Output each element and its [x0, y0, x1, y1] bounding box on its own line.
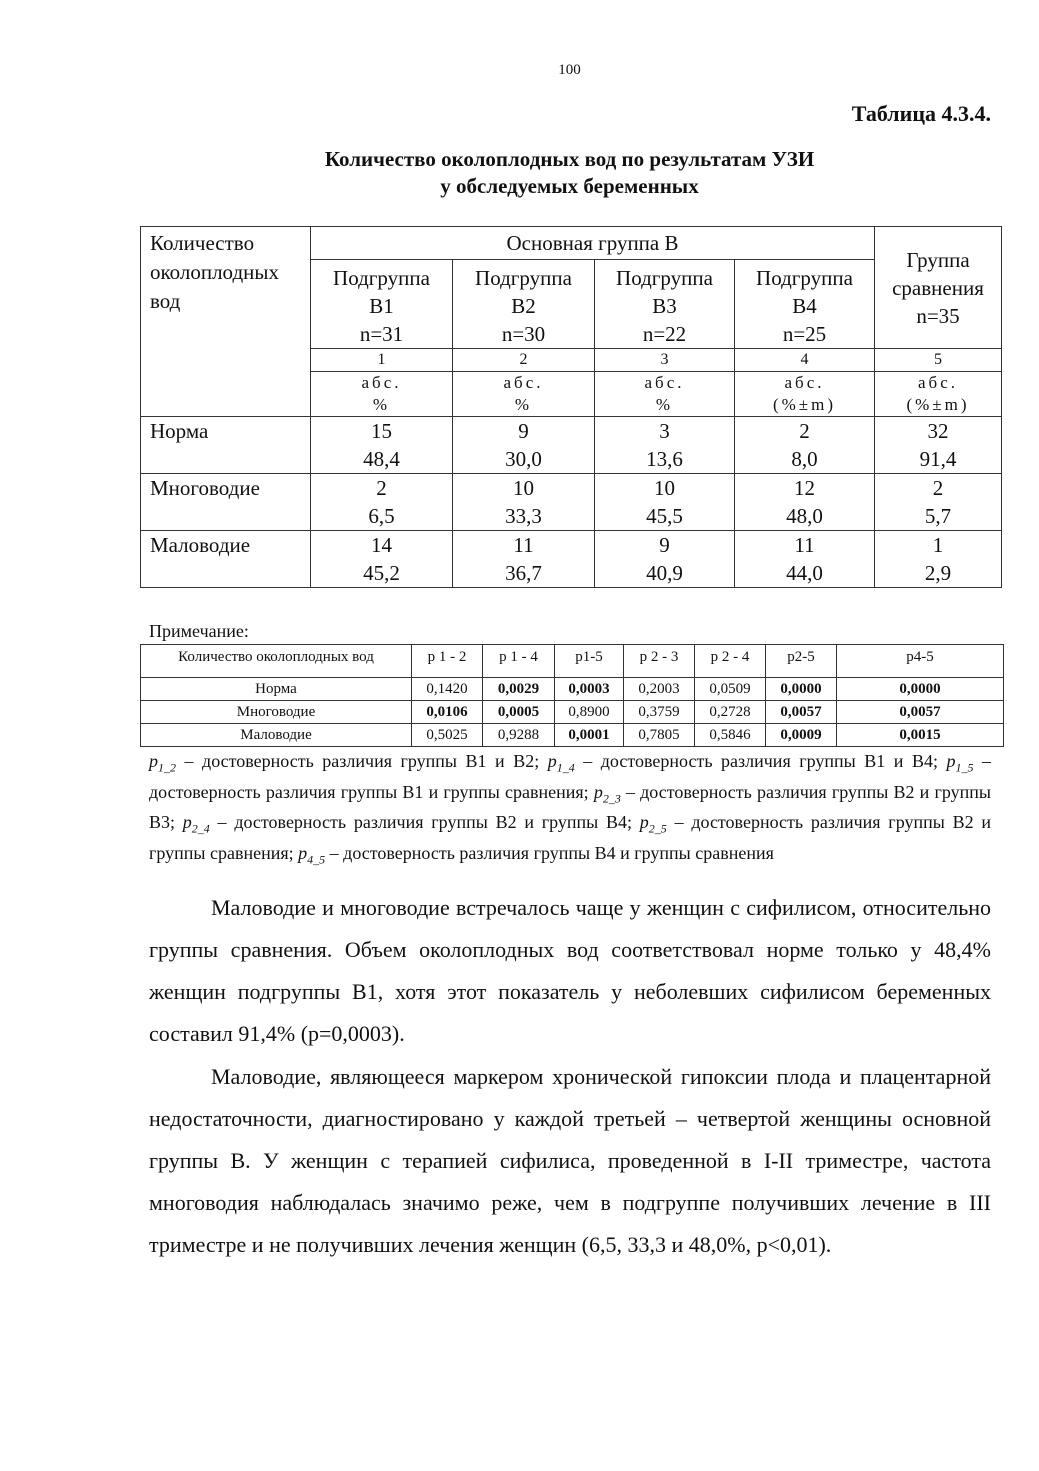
p-value: 0,0009: [766, 724, 837, 747]
p-symbol: $p_{2\_4}$: [182, 812, 210, 836]
percent-value: 33,3: [505, 504, 542, 528]
p-symbol: $p_{1\_4}$: [547, 751, 575, 775]
p-value: 0,2003: [624, 678, 695, 701]
unit-percent: (%±m): [906, 395, 970, 414]
p-value: 0,7805: [624, 724, 695, 747]
p-header: р 1 - 4: [483, 645, 555, 678]
column-index: 5: [875, 349, 1002, 372]
p-value: 0,1420: [412, 678, 483, 701]
unit-percent: (%±m): [772, 395, 837, 414]
unit-percent: %: [514, 395, 533, 414]
p-value: 0,5846: [695, 724, 766, 747]
abs-value: 2: [932, 476, 944, 500]
p-value: 0,0001: [555, 724, 624, 747]
data-cell: [735, 474, 875, 531]
p-symbol: $p_{4\_5}$: [298, 842, 326, 867]
abs-value: 2: [799, 419, 810, 443]
p-row-label: Маловодие: [141, 724, 412, 747]
row-label: Маловодие: [141, 531, 311, 588]
abs-value: 9: [659, 533, 670, 557]
percent-value: 6,5: [368, 504, 395, 528]
data-cell: [453, 474, 595, 531]
percent-value: 45,5: [646, 504, 683, 528]
row-label: Многоводие: [141, 474, 311, 531]
abs-value: 10: [513, 476, 534, 500]
data-cell: [453, 417, 595, 474]
p-value: 0,0029: [483, 678, 555, 701]
percent-value: 36,7: [505, 561, 542, 585]
p-value: 0,0000: [837, 678, 1004, 701]
p-row: [141, 678, 1004, 701]
abs-value: 2: [376, 476, 387, 500]
subgroup-header: [595, 260, 735, 349]
percent-value: 13,6: [646, 447, 683, 471]
data-cell: [735, 417, 875, 474]
unit-cell: [311, 372, 453, 417]
paragraph-1: Маловодие и многоводие встречалось чаще у женщин с сифилисом, относительно группы сравнения. Объем околоплодных вод соответствовал норме только у 48,4% женщин подгруппы В1, хотя этот показатель у неболевших сифилисом беременных составил 91,4% (р=0,0003).: [149, 895, 991, 1046]
legend-text: – достоверность различия группы В2 и группы В4;: [209, 812, 640, 833]
data-cell: [875, 474, 1002, 531]
data-cell: [735, 531, 875, 588]
unit-percent: %: [655, 395, 674, 414]
data-cell: [311, 417, 453, 474]
page-number: 100: [558, 62, 581, 78]
p-value: 0,0057: [837, 701, 1004, 724]
legend-text: – достоверность различия группы В2 и группы В3;: [149, 781, 991, 833]
p-value: 0,8900: [555, 701, 624, 724]
table-row: [141, 474, 1002, 531]
data-cell: [595, 417, 735, 474]
abs-value: 12: [794, 476, 815, 500]
table-label: Таблица 4.3.4.: [851, 101, 991, 126]
subgroup-header: [311, 260, 453, 349]
p-header: р 1 - 2: [412, 645, 483, 678]
p-value: 0,0057: [766, 701, 837, 724]
abs-value: 3: [659, 419, 670, 443]
note-label: Примечание:: [149, 621, 249, 641]
amniotic-fluid-table: [140, 226, 1002, 588]
percent-value: 5,7: [924, 504, 952, 528]
p-header: р2-5: [766, 645, 837, 678]
subgroup-name: Подгруппа В3: [616, 266, 713, 318]
p-header-label: Количество околоплодных вод: [141, 645, 412, 678]
unit-abs: абс.: [503, 373, 544, 392]
subgroup-name: Подгруппа В2: [475, 266, 572, 318]
unit-abs: абс.: [644, 373, 685, 392]
table-row: [141, 531, 1002, 588]
percent-value: 44,0: [786, 561, 823, 585]
column-index: 3: [595, 349, 735, 372]
abs-value: 10: [654, 476, 675, 500]
data-cell: [595, 531, 735, 588]
unit-abs: абс.: [784, 373, 825, 392]
abs-value: 15: [371, 419, 392, 443]
p-value: 0,2728: [695, 701, 766, 724]
p-value: 0,0000: [766, 678, 837, 701]
legend-text: – достоверность различия группы В2 и группы сравнения;: [149, 812, 991, 863]
percent-value: 45,2: [363, 561, 400, 585]
subgroup-header: [453, 260, 595, 349]
p-value: 0,0015: [837, 724, 1004, 747]
data-cell: [595, 474, 735, 531]
p-value-legend: [149, 749, 991, 871]
p-header: р 2 - 4: [695, 645, 766, 678]
legend-text: – достоверность различия группы В1 и В4;: [574, 751, 947, 771]
abs-value: 32: [927, 419, 949, 443]
percent-value: 48,0: [786, 504, 823, 528]
subgroup-name: Подгруппа В4: [756, 266, 853, 318]
p-value: 0,9288: [483, 724, 555, 747]
p-header: р4-5: [837, 645, 1004, 678]
data-cell: [311, 531, 453, 588]
abs-value: 14: [371, 533, 392, 557]
percent-value: 2,9: [924, 561, 952, 585]
p-value: 0,5025: [412, 724, 483, 747]
p-value-table: [140, 644, 1004, 747]
column-index: 1: [311, 349, 453, 372]
p-value: 0,0005: [483, 701, 555, 724]
p-row: [141, 701, 1004, 724]
p-value: 0,0509: [695, 678, 766, 701]
p-value-header-row: [141, 645, 1004, 678]
p-value: 0,0106: [412, 701, 483, 724]
unit-abs: абс.: [361, 373, 402, 392]
unit-abs: абс.: [918, 373, 958, 392]
p-value: 0,0003: [555, 678, 624, 701]
p-symbol: $p_{1\_2}$: [149, 751, 176, 775]
subgroup-n: n=30: [501, 322, 546, 346]
legend-text: – достоверность различия группы В4 и группы сравнения: [325, 842, 774, 863]
data-cell: [311, 474, 453, 531]
p-symbol: $p_{2\_5}$: [639, 812, 667, 836]
row-label: Норма: [141, 417, 311, 474]
p-header: р 2 - 3: [624, 645, 695, 678]
table-title: [0, 146, 1039, 200]
unit-percent: %: [372, 395, 391, 414]
column-index: 4: [735, 349, 875, 372]
main-group-header: Основная группа В: [311, 227, 875, 260]
comparison-group-header: Группа сравнения n=35: [875, 227, 1002, 349]
abs-value: 9: [518, 419, 529, 443]
p-symbol: $p_{1\_5}$: [946, 751, 974, 775]
subgroup-n: n=22: [642, 322, 687, 346]
abs-value: 1: [932, 533, 944, 557]
subgroup-name: Подгруппа В1: [333, 266, 430, 318]
unit-cell: [875, 372, 1002, 417]
legend-text: – достоверность различия группы В1 и группы сравнения;: [149, 751, 991, 802]
table-title-line-2: у обследуемых беременных: [440, 174, 699, 198]
p-row-label: Многоводие: [141, 701, 412, 724]
percent-value: 8,0: [791, 447, 818, 471]
p-row-label: Норма: [141, 678, 412, 701]
percent-value: 40,9: [646, 561, 683, 585]
paragraph-2: Маловодие, являющееся маркером хронической гипоксии плода и плацентарной недостаточности, диагностировано у каждой третьей – четвертой женщины основной группы В. У женщин с терапией сифилиса, проведенной в I-II триместре, частота многоводия наблюдалась значимо реже, чем в подгруппе получивших лечение в III триместре и не получивших лечения женщин (6,5, 33,3 и 48,0%, р<0,01).: [149, 1064, 991, 1257]
p-symbol: $p_{2\_3}$: [593, 781, 621, 806]
p-header: р1-5: [555, 645, 624, 678]
abs-value: 11: [794, 533, 815, 557]
abs-value: 11: [513, 533, 534, 557]
p-value: 0,3759: [624, 701, 695, 724]
column-index: 2: [453, 349, 595, 372]
data-cell: [453, 531, 595, 588]
subgroup-n: n=25: [782, 322, 827, 346]
corner-header: Количество околоплодных вод: [141, 227, 311, 417]
unit-cell: [595, 372, 735, 417]
subgroup-header: [735, 260, 875, 349]
percent-value: 30,0: [505, 447, 542, 471]
table-title-line-1: Количество околоплодных вод по результатам УЗИ: [324, 147, 815, 171]
unit-cell: [453, 372, 595, 417]
data-cell: [875, 531, 1002, 588]
data-cell: [875, 417, 1002, 474]
table-row: [141, 417, 1002, 474]
unit-cell: [735, 372, 875, 417]
p-row: [141, 724, 1004, 747]
legend-text: – достоверность различия группы В1 и В2;: [176, 751, 548, 771]
percent-value: 48,4: [363, 447, 400, 471]
percent-value: 91,4: [919, 447, 957, 471]
subgroup-n: n=31: [359, 322, 404, 346]
